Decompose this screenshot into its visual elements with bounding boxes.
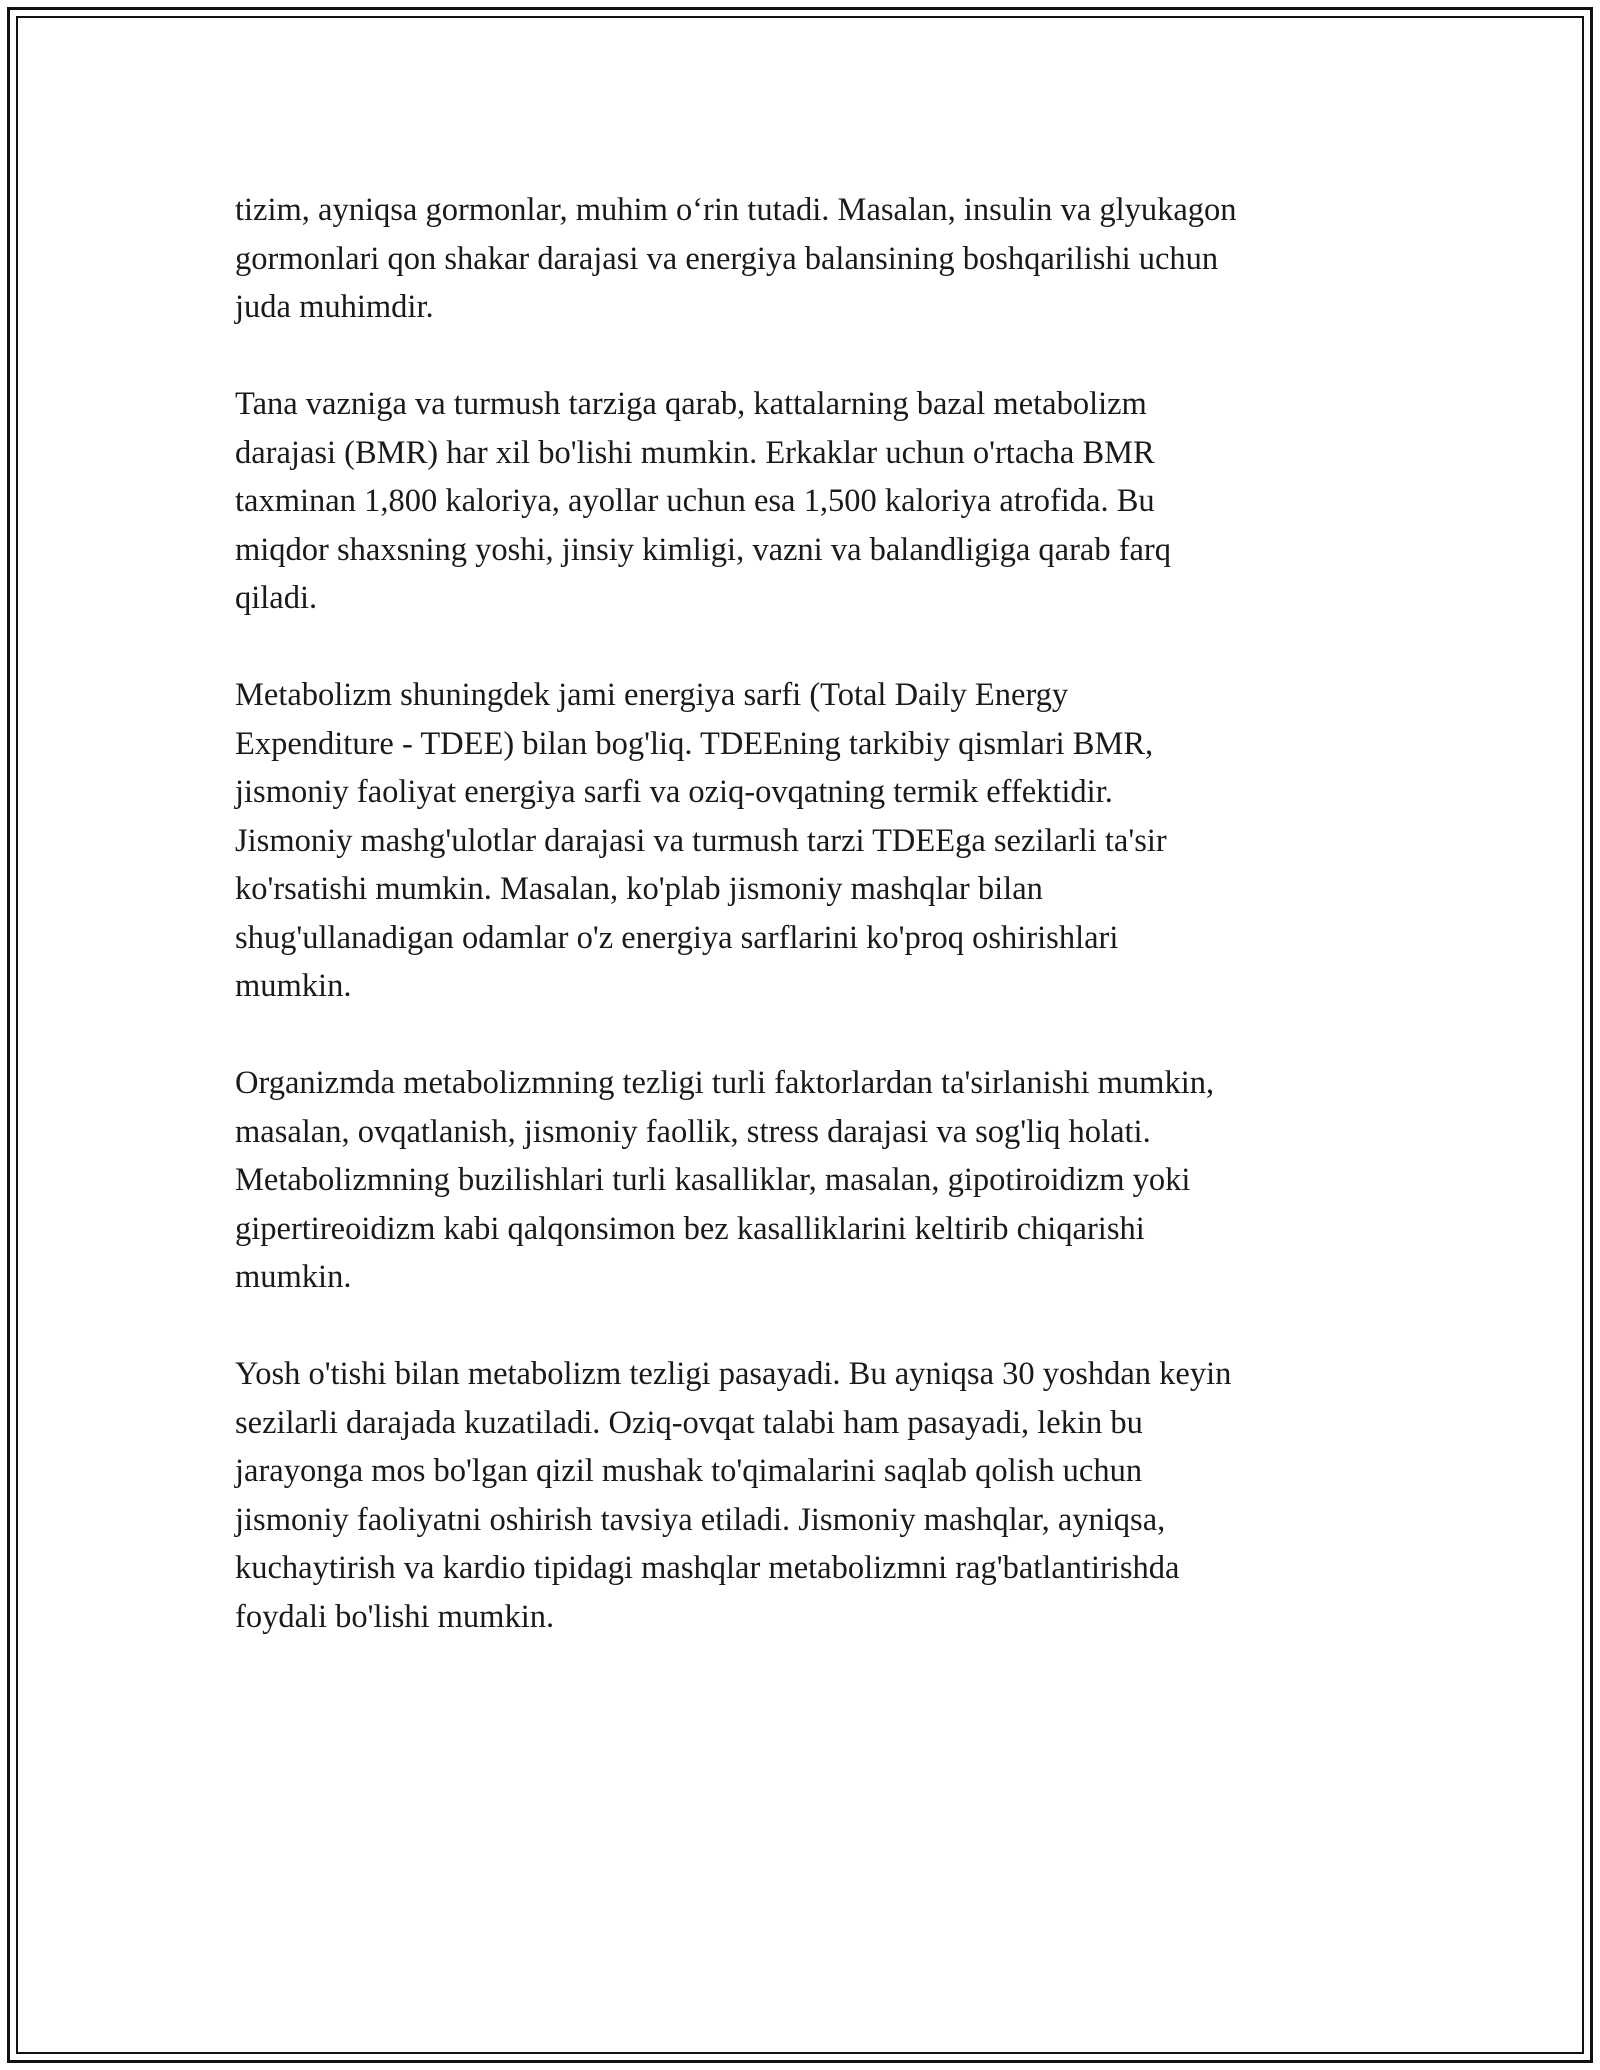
text-line: Expenditure - TDEE) bilan bog'liq. TDEEning tarkibiy qismlari BMR, [235, 725, 1154, 762]
text-line: mumkin. [235, 1259, 352, 1295]
paragraph-hormones [235, 186, 1375, 332]
text-line: foydali bo'lishi mumkin. [235, 1598, 555, 1635]
text-line: gormonlari qon shakar darajasi va energiya balansining boshqarilishi uchun [235, 240, 1219, 277]
text-line: jismoniy faoliyat energiya sarfi va oziq-ovqatning termik effektidir. [235, 774, 1113, 810]
text-line: masalan, ovqatlanish, jismoniy faollik, stress darajasi va sog'liq holati. [235, 1113, 1151, 1150]
text-line: Jismoniy mashg'ulotlar darajasi va turmush tarzi TDEEga sezilarli ta'sir [235, 822, 1167, 859]
text-line: taxminan 1,800 kaloriya, ayollar uchun esa 1,500 kaloriya atrofida. Bu [235, 483, 1155, 519]
text-line: miqdor shaxsning yoshi, jinsiy kimligi, vazni va balandligiga qarab farq [235, 531, 1172, 568]
text-line: qiladi. [235, 580, 318, 616]
text-line: shug'ullanadigan odamlar o'z energiya sarflarini ko'proq oshirishlari [235, 919, 1119, 956]
paragraph-bmr [235, 380, 1375, 623]
text-line: Metabolizmning buzilishlari turli kasalliklar, masalan, gipotiroidizm yoki [235, 1162, 1191, 1198]
text-line: Organizmda metabolizmning tezligi turli faktorlardan ta'sirlanishi mumkin, [235, 1065, 1215, 1101]
document-body [235, 186, 1375, 1690]
text-line: sezilarli darajada kuzatiladi. Oziq-ovqat talabi ham pasayadi, lekin bu [235, 1404, 1143, 1441]
text-line: Tana vazniga va turmush tarziga qarab, kattalarning bazal metabolizm [235, 386, 1147, 422]
text-line: juda muhimdir. [235, 289, 434, 325]
text-line: ko'rsatishi mumkin. Masalan, ko'plab jismoniy mashqlar bilan [235, 871, 1043, 907]
text-line: jismoniy faoliyatni oshirish tavsiya etiladi. Jismoniy mashqlar, ayniqsa, [235, 1501, 1166, 1538]
text-line: jarayonga mos bo'lgan qizil mushak to'qimalarini saqlab qolish uchun [235, 1453, 1143, 1489]
text-line: mumkin. [235, 968, 352, 1004]
text-line: darajasi (BMR) har xil bo'lishi mumkin. Erkaklar uchun o'rtacha BMR [235, 434, 1155, 471]
paragraph-metabolic-rate-factors [235, 1059, 1375, 1302]
text-line: kuchaytirish va kardio tipidagi mashqlar metabolizmni rag'batlantirishda [235, 1550, 1180, 1586]
text-line: Metabolizm shuningdek jami energiya sarfi (Total Daily Energy [235, 677, 1069, 713]
paragraph-tdee [235, 671, 1375, 1011]
text-line: tizim, ayniqsa gormonlar, muhim o‘rin tutadi. Masalan, insulin va glyukagon [235, 192, 1237, 228]
text-line: gipertireoidizm kabi qalqonsimon bez kasalliklarini keltirib chiqarishi [235, 1210, 1145, 1247]
text-line: Yosh o'tishi bilan metabolizm tezligi pasayadi. Bu ayniqsa 30 yoshdan keyin [235, 1356, 1232, 1392]
paragraph-aging [235, 1350, 1375, 1641]
